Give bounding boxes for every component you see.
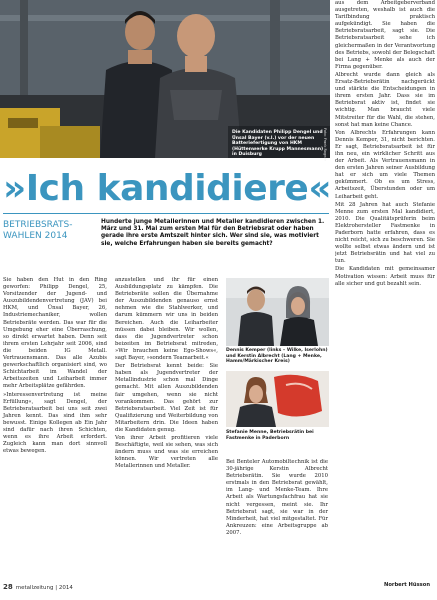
paragraph: Sie haben den Hut in den Ring geworfen: Philipp Dengel, 25, Vorsitzender der Jugend- und Auszubildendenvertretung (JAV) bei HKM, und Ünsal Bayer, 26, Industriemechaniker, wollen Betriebsräte werden. Das war für die Umgebung eher eine Überraschung, so direkt erwartet haben. Denn seit ihrem ersten Lehrjahr seit 2006, sind die beiden IG Metall. Vertrauensmann. Das alle Azubis gewerkschaftlich organisiert sind, wo Schichtarbeit im Wandel der Arbeitszeiten und Leiharbeit immer mehr Arbeitsplätze gefährden. (3, 277, 107, 390)
paragraph: Die Kandidaten mit gemeinsamer Motivation wissen: Arbeit muss für alle sicher und gut bezahlt sein. (335, 266, 435, 287)
photo-kemper-albrecht-illustration (226, 278, 329, 346)
paragraph: anzustellen und ihr für einen Ausbildungsplatz zu kämpfen. Die Betriebsräte sollen die Übernahme der Auszubildenden genauso ernst nehmen wie die Stahlwerker, und darum kümmern wir uns in beiden Bereichen. Auch die Leiharbeiter müssen dabei bleiben. Wir wollen, dass die Jugendvertreter schon beizeiten im Betriebsrat mitreden, »Wir brauchen keine Ego-Shows«, sagt Bayer, »sondern Teamarbeit.« (115, 277, 218, 362)
paragraph: Von ihrer Arbeit profitieren viele Beschäftigte, weil sie sehen, was sich ändern muss und was sie erreichen können. Wir vertreten alle Metallerinnen und Metaller. (115, 435, 218, 470)
divider (3, 213, 329, 214)
paragraph: Der Betriebsrat kennt beide: Sie haben als Jugendvertreter der Metallindustrie schon mal Dinge gemacht. Mit allen Auszubildenden fair umgehen, wenn sie nicht vorankommen. Das gehört zur Betriebsratsarbeit. Viel Zeit ist für Qualifizierung und Weiterbildung von Mitarbeitern drin. Die Ideen haben die Kandidaten genug. (115, 363, 218, 433)
photo-menne-illustration (226, 371, 329, 427)
page-number: 28 (3, 583, 13, 591)
paragraph: Mit 28 Jahren hat auch Stefanie Menne zum ersten Mal kandidiert, 2010. Die Qualitätsprüferin beim Elektrohersteller Fastmenke in Paderborn hatte erfahren, dass es nicht reicht, sich zu beschweren. Sie wollte selbst etwas ändern und ist jetzt Betriebsrätin und hat viel zu tun. (335, 201, 435, 265)
paragraph: Von Albrechts Erfahrungen kann Dennis Kemper, 31, nicht berichten. Er sagt, Betriebsratsarbeit ist für ihn neu, ein wirklicher Schritt aus der Arbeit. Als Vertrauensmann in den ersten Jahren seiner Ausbildung hat er sich um viele Themen gekümmert. Ob es um Stress, Arbeitszeit, Überstunden oder um Leiharbeit geht. (335, 129, 435, 200)
paragraph: Bei Benteler Automobiltechnik ist die 30-jährige Kerstin Albrecht Betriebsrätin. Sie wurde 2010 erstmals in den Betriebsrat gewählt, im Lang- und Menke-Team. Ihre Arbeit als Wartungsfachfrau hat sie nicht vergessen, meint sie. Ihr Betriebsrat sagt, sie war in der Minderheit, hat viel mitgestaltet. Für Ankreuzen: eine Arbeitsgruppe ab 2007. (226, 459, 328, 536)
author-credit: Norbert Hüsson (384, 582, 431, 588)
photo-kemper-albrecht-caption: Dennis Kemper (links – Wilke, Iserlohn) und Kerstin Albrecht (Lang + Menke, Hamm/Märkischer Kreis) (226, 348, 328, 365)
paragraph: Albrecht wurde dann gleich als Ersatz-Betriebsrätin nachgerückt und stärkte die Entscheidungen in ihrem ersten Jahr. Dass sie im Betriebsrat aktiv ist, findet sie wichtig. Man braucht viele Mitstreiter für die Wahl, die stehen, sonst hat man keine Chance. (335, 71, 435, 128)
headline: »Ich kandidiere« (3, 168, 332, 209)
page-footer (3, 583, 73, 591)
publication-name: metallzeitung | 2014 (15, 585, 73, 591)
main-photo-credit: Foto: Frank Rogner (323, 128, 327, 161)
body-column-3 (226, 459, 328, 538)
paragraph: »Interessenvertretung ist meine Erfüllung«, sagt Dengel, der Betriebsratsarbeit bei uns seit zwei Jahren kennt. Das sind ihm sehr bewusst. Einige Kollegen ab Ein Jahr sind dafür nach ihren Schichten, wenn es ihre Arbeit erfordert. Zugleich kann man dort sinnvoll etwas bewegen. (3, 391, 107, 455)
body-column-2 (115, 277, 218, 472)
photo-menne-caption: Stefanie Menne, Betriebsrätin bei Fastmenke in Paderborn (226, 430, 314, 441)
kicker: BETRIEBSRATS-WAHLEN 2014 (3, 220, 73, 241)
body-column-4 (335, 0, 435, 578)
lead-paragraph: Hunderte junge Metallerinnen und Metaller kandidieren zwischen 1. März und 31. Mai zum ersten Mal für den Betriebsrat oder haben gerade ihre erste Amtszeit hinter sich. Wer sind sie, was motiviert sie, welche Erfahrungen haben sie bereits gemacht? (101, 219, 325, 247)
body-column-1 (3, 277, 107, 456)
main-photo-caption: Die Kandidaten Philipp Dengel und Ünsal Bayer (v.l.) vor der neuen Batteriefertigung von HKM (Hüttenwerke Krupp Mannesmann) in Duisburg (232, 130, 324, 158)
photo-menne (226, 371, 329, 427)
photo-kemper-albrecht (226, 278, 329, 346)
paragraph: aus dem Arbeitgeberverband ausgetreten, weshalb ist auch die Tarifbindung praktisch aufgekündigt. Sie haben die Betriebsratsarbeit, sagt sie. Die Betriebsratsarbeit sehe ich gleichermaßen in der Verantwortung des Betriebs, sowohl der Belegschaft bei Lang + Menke als auch der Firma gegenüber. (335, 0, 435, 70)
